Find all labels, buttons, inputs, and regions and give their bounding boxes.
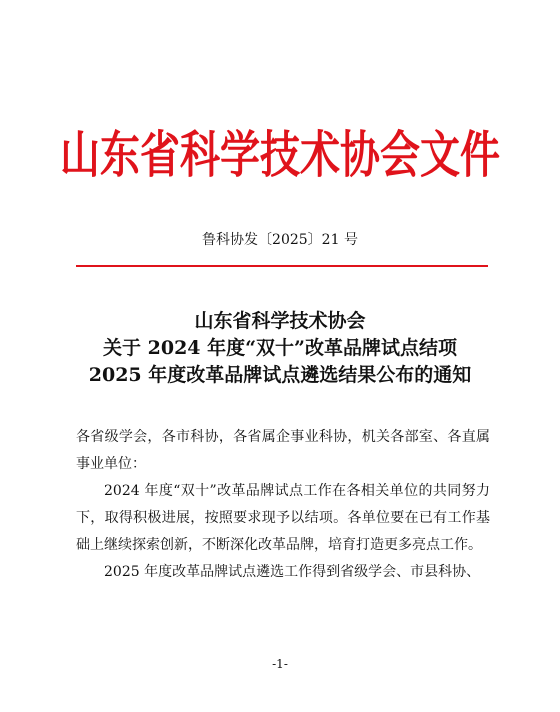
notice-title-line-1: 山东省科学技术协会 bbox=[194, 310, 366, 332]
salutation: 各省级学会，各市科协，各省属企事业科协，机关各部室、各直属事业单位： bbox=[76, 429, 490, 472]
notice-body bbox=[76, 424, 490, 586]
body-paragraph-2: 2025 年度改革品牌试点遴选工作得到省级学会、市县科协、 bbox=[104, 564, 481, 580]
notice-title-line-3: 2025 年度改革品牌试点遴选结果公布的通知 bbox=[88, 364, 472, 386]
header-divider bbox=[76, 265, 488, 267]
page-number: -1- bbox=[272, 657, 288, 671]
notice-title bbox=[0, 308, 560, 389]
document-header-title: 山东省科学技术协会文件 bbox=[60, 126, 500, 185]
body-paragraph-1: 2024 年度“双十”改革品牌试点工作在各相关单位的共同努力下，取得积极进展，按照要求现予以结项。各单位要在已有工作基础上继续探索创新，不断深化改革品牌，培育打造更多亮点工作。 bbox=[76, 483, 490, 553]
notice-title-line-2: 关于 2024 年度“双十”改革品牌试点结项 bbox=[103, 337, 457, 359]
document-number: 鲁科协发〔2025〕21 号 bbox=[202, 232, 358, 248]
